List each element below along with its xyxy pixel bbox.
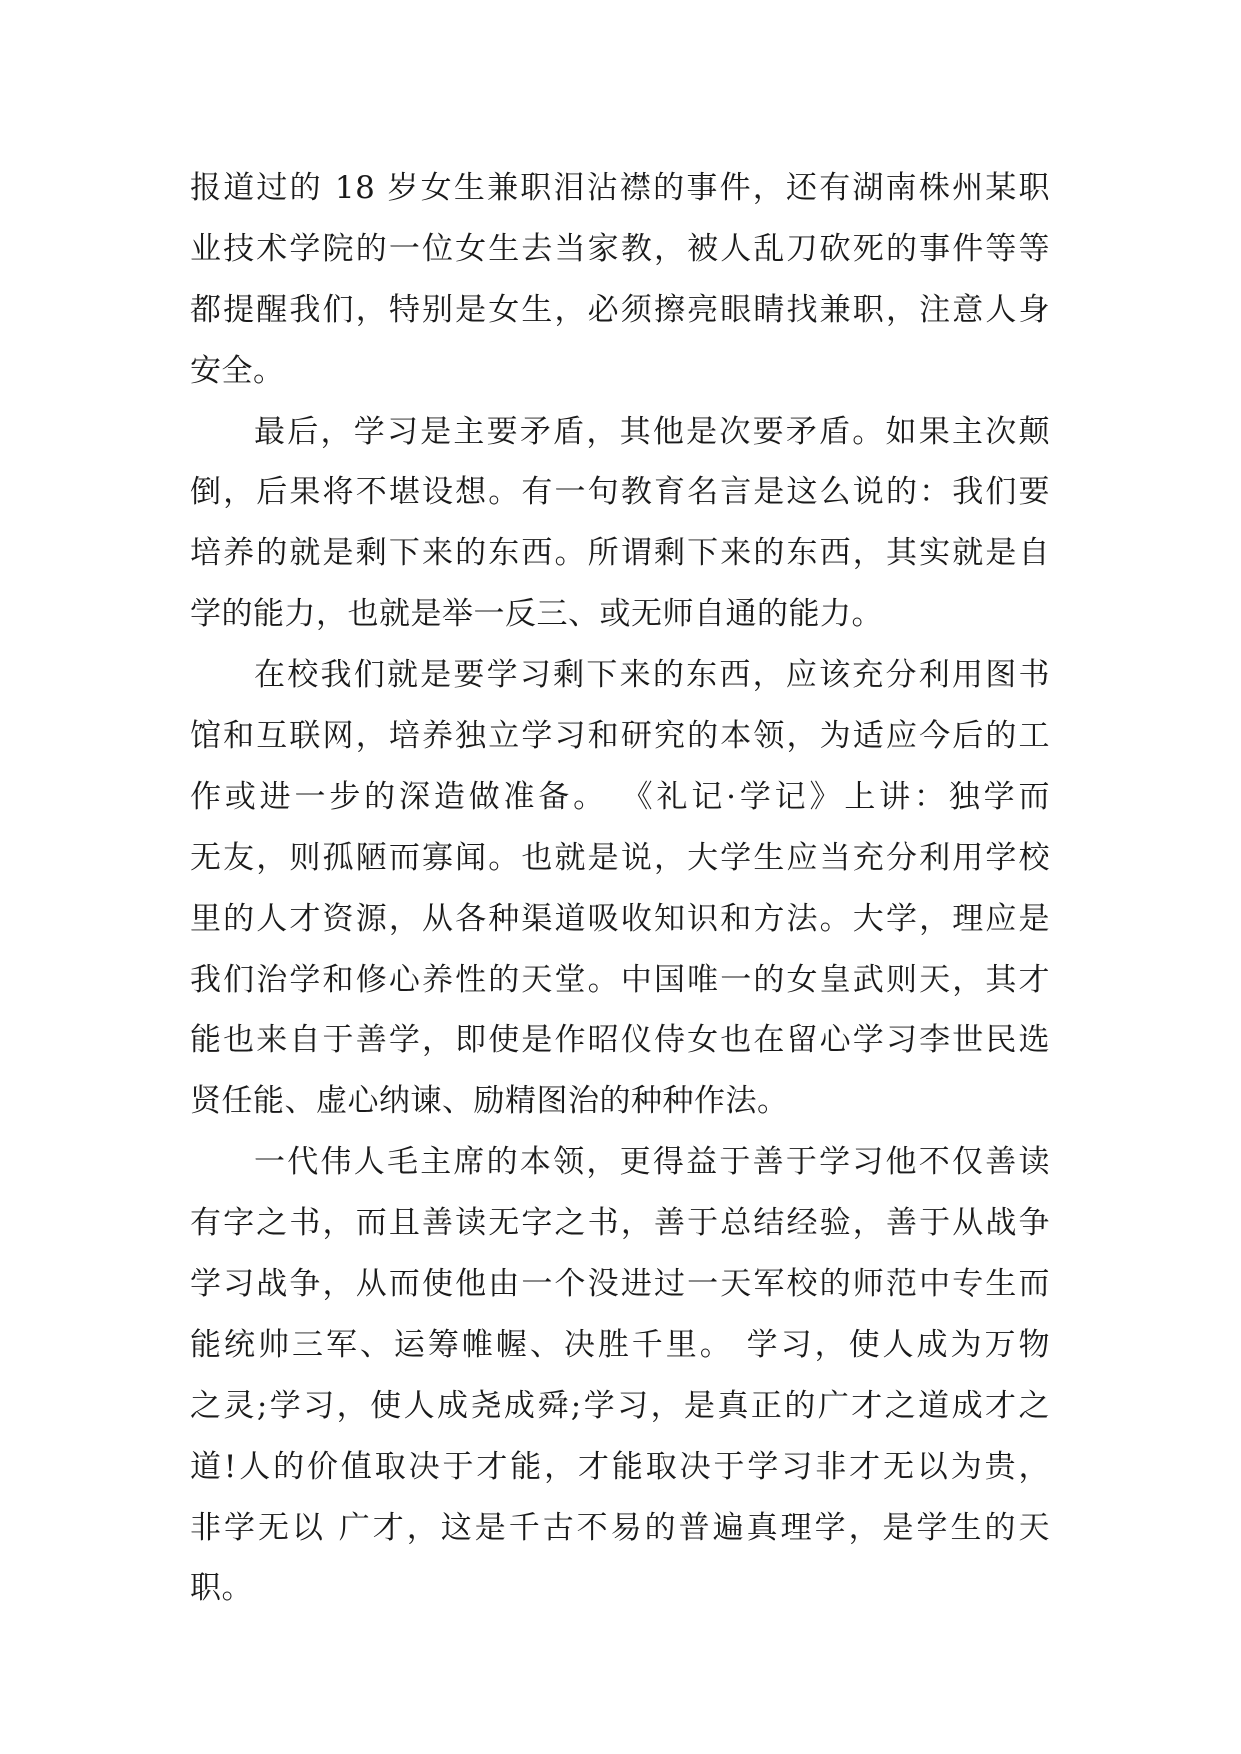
text-line: 报道过的 18 岁女生兼职泪沾襟的事件，还有湖南株州某职 — [190, 170, 1050, 206]
text-line: 一代伟人毛主席的本领，更得益于善于学习他不仅善读 — [254, 1144, 1050, 1181]
text-line: 贤任能、虚心纳谏、励精图治的种种作法。 — [190, 1083, 789, 1120]
text-line: 学习战争，从而使他由一个没进过一天军校的师范中专生而 — [190, 1266, 1050, 1303]
text-line: 无友，则孤陋而寡闻。也就是说，大学生应当充分利用学校 — [190, 839, 1050, 876]
text-line: 都提醒我们，特别是女生，必须擦亮眼睛找兼职，注意人身 — [190, 291, 1050, 328]
text-line: 馆和互联网，培养独立学习和研究的本领，为适应今后的工 — [190, 718, 1050, 755]
text-line: 学的能力，也就是举一反三、或无师自通的能力。 — [190, 596, 883, 633]
text-line: 道!人的价值取决于才能，才能取决于学习非才无以为贵， — [190, 1448, 1050, 1485]
text-line: 之灵;学习，使人成尧成舜;学习，是真正的广才之道成才之 — [190, 1387, 1050, 1424]
text-line: 有字之书，而且善读无字之书，善于总结经验，善于从战争 — [190, 1205, 1050, 1242]
text-line: 培养的就是剩下来的东西。所谓剩下来的东西，其实就是自 — [190, 535, 1050, 572]
text-line: 里的人才资源，从各种渠道吸收知识和方法。大学，理应是 — [190, 900, 1050, 937]
text-line: 非学无以 广才，这是千古不易的普遍真理学，是学生的天 — [190, 1509, 1050, 1546]
text-line: 最后，学习是主要矛盾，其他是次要矛盾。如果主次颠 — [254, 413, 1050, 450]
text-line: 能也来自于善学，即使是作昭仪侍女也在留心学习李世民选 — [190, 1022, 1050, 1059]
text-line: 能统帅三军、运筹帷幄、决胜千里。 学习，使人成为万物 — [190, 1326, 1050, 1363]
body-text — [190, 158, 1050, 1619]
text-line: 作或进一步的深造做准备。 《礼记·学记》上讲：独学而 — [190, 778, 1050, 815]
text-line: 倒，后果将不堪设想。有一句教育名言是这么说的：我们要 — [190, 474, 1050, 511]
text-line: 业技术学院的一位女生去当家教，被人乱刀砍死的事件等等 — [190, 230, 1050, 267]
text-line: 在校我们就是要学习剩下来的东西，应该充分利用图书 — [254, 657, 1050, 694]
text-line: 我们治学和修心养性的天堂。中国唯一的女皇武则天，其才 — [190, 961, 1050, 998]
text-line: 职。 — [190, 1570, 253, 1607]
text-line: 安全。 — [190, 352, 285, 389]
